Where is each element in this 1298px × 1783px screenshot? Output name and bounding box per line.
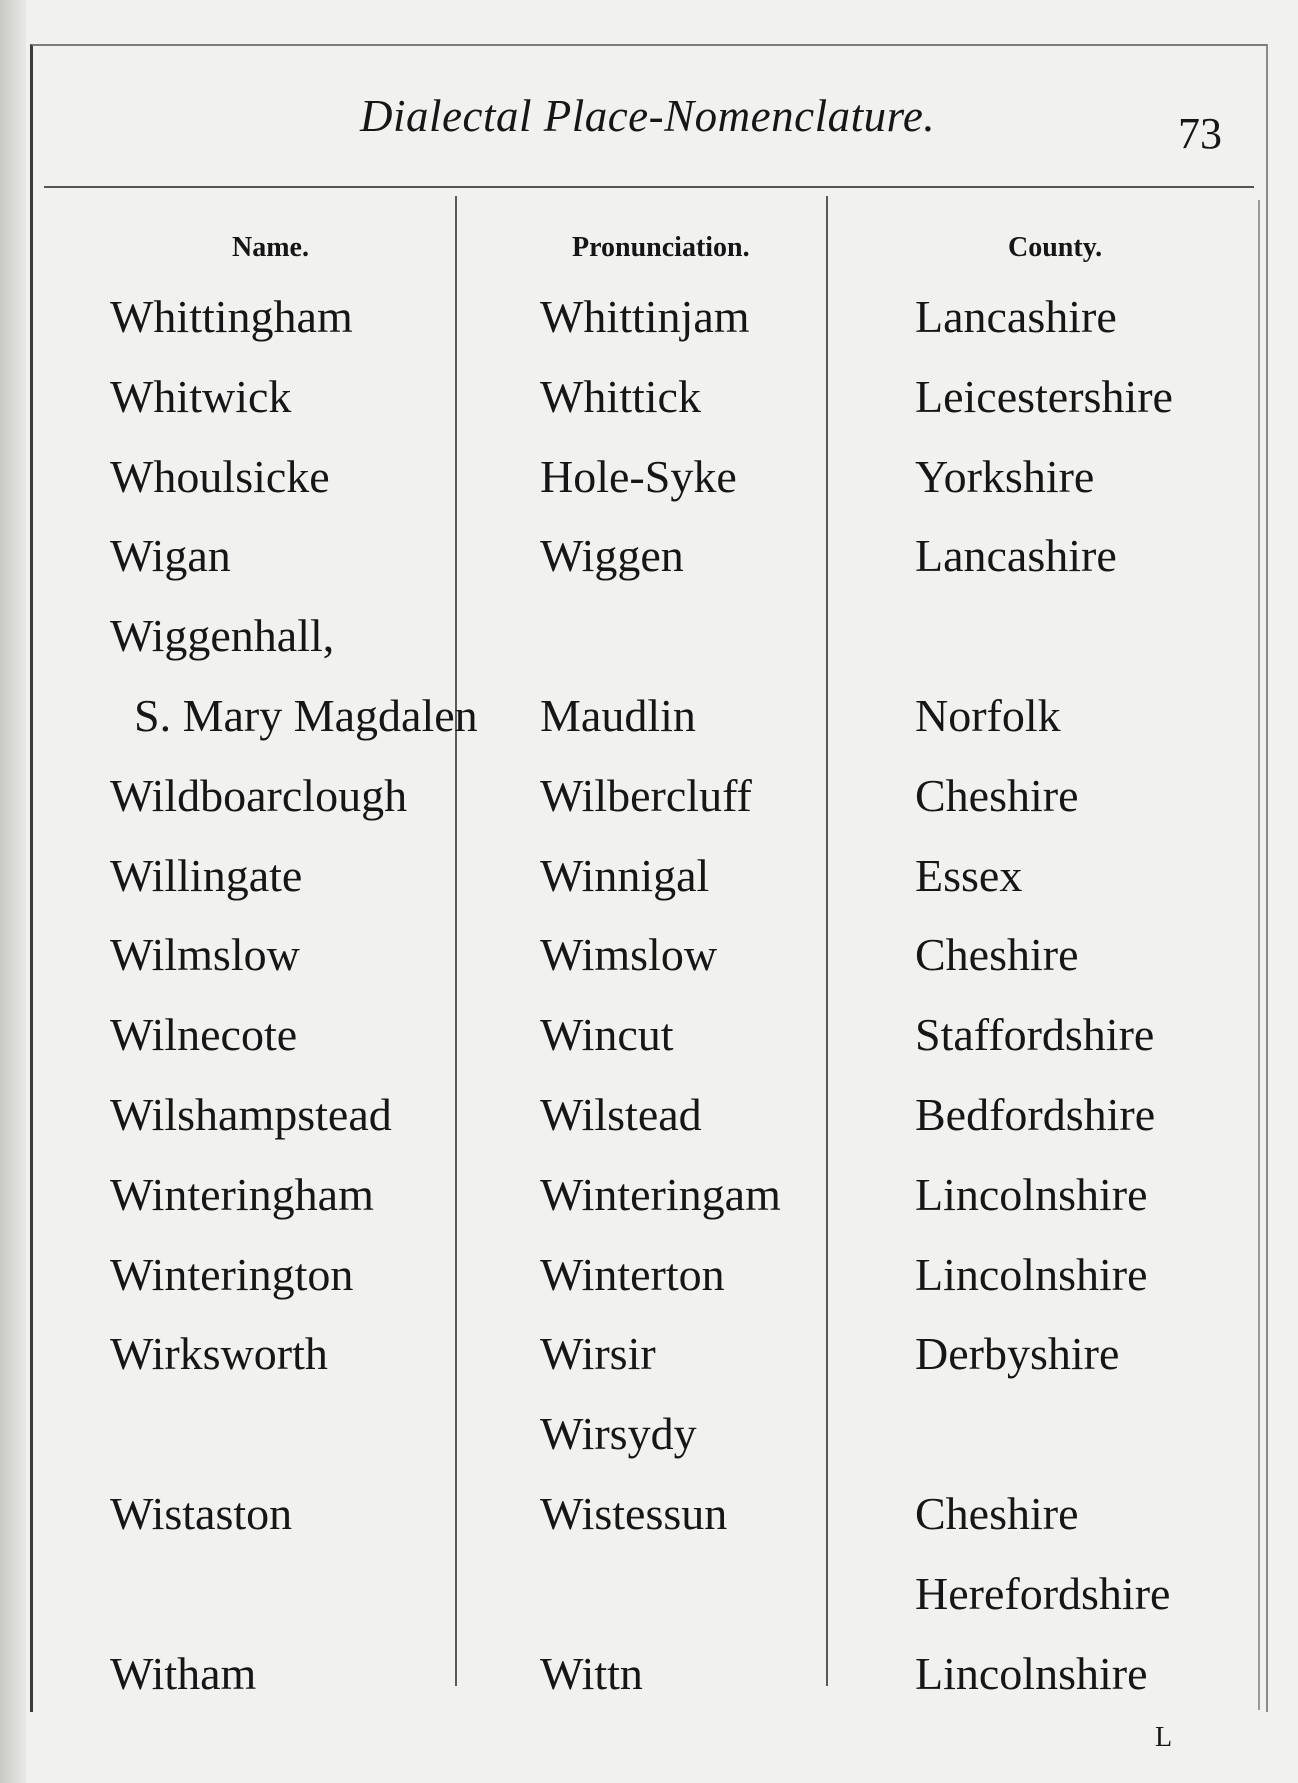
cell-name: Willingate [110, 850, 303, 901]
cell-pronunciation: Wirsir [540, 1328, 656, 1379]
cell-county: Lincolnshire [915, 1648, 1148, 1699]
cell-county: Lincolnshire [915, 1169, 1148, 1220]
cell-county: Yorkshire [915, 451, 1095, 502]
cell-pronunciation: Whittick [540, 371, 701, 422]
column-header-pronunciation: Pronunciation. [572, 232, 750, 263]
cell-county: Staffordshire [915, 1009, 1155, 1060]
cell-name: Wilshampstead [110, 1089, 392, 1140]
cell-county: Leicestershire [915, 371, 1173, 422]
column-header-name: Name. [232, 232, 309, 263]
column-rule-pronunciation-county [826, 196, 828, 1686]
cell-county: Cheshire [915, 1488, 1079, 1539]
scan-edge [0, 0, 26, 1783]
cell-name: Winterington [110, 1249, 354, 1300]
cell-county: Norfolk [915, 690, 1061, 741]
cell-pronunciation: Winteringam [540, 1169, 781, 1220]
cell-county: Herefordshire [915, 1568, 1171, 1619]
cell-county: Cheshire [915, 929, 1079, 980]
cell-county: Lancashire [915, 530, 1117, 581]
cell-pronunciation: Wincut [540, 1009, 674, 1060]
cell-name: Wistaston [110, 1488, 293, 1539]
header-rule [44, 186, 1254, 188]
cell-name: Whoulsicke [110, 451, 330, 502]
column-header-county: County. [1008, 232, 1103, 263]
cell-pronunciation: Wiggen [540, 530, 684, 581]
column-rule-name-pronunciation [455, 196, 457, 1686]
cell-county: Bedfordshire [915, 1089, 1156, 1140]
cell-pronunciation: Winterton [540, 1249, 725, 1300]
column-rule-right [1258, 200, 1260, 1710]
cell-name: Wilmslow [110, 929, 300, 980]
cell-county: Essex [915, 850, 1023, 901]
cell-pronunciation: Whittinjam [540, 291, 750, 342]
cell-name: Wildboarclough [110, 770, 408, 821]
cell-name: Whitwick [110, 371, 292, 422]
cell-pronunciation: Wilstead [540, 1089, 702, 1140]
cell-county: Derbyshire [915, 1328, 1120, 1379]
running-head-title: Dialectal Place-Nomenclature. [360, 91, 936, 141]
cell-pronunciation: Wirsydy [540, 1408, 697, 1459]
cell-county: Lancashire [915, 291, 1117, 342]
cell-name: Wigan [110, 530, 231, 581]
signature-mark: L [1155, 1722, 1173, 1753]
cell-name: Wilnecote [110, 1009, 298, 1060]
cell-name: Winteringham [110, 1169, 374, 1220]
cell-pronunciation: Hole-Syke [540, 451, 737, 502]
cell-pronunciation: Wistessun [540, 1488, 728, 1539]
cell-county: Cheshire [915, 770, 1079, 821]
cell-name: Whittingham [110, 291, 353, 342]
cell-pronunciation: Winnigal [540, 850, 710, 901]
cell-pronunciation: Maudlin [540, 690, 696, 741]
cell-pronunciation: Wittn [540, 1648, 643, 1699]
page-number: 73 [1178, 109, 1222, 158]
cell-pronunciation: Wimslow [540, 929, 718, 980]
cell-pronunciation: Wilbercluff [540, 770, 752, 821]
cell-name: Wiggenhall, [110, 610, 335, 661]
cell-name: Witham [110, 1648, 257, 1699]
cell-name: S. Mary Magdalen [134, 690, 478, 741]
cell-name: Wirksworth [110, 1328, 328, 1379]
cell-county: Lincolnshire [915, 1249, 1148, 1300]
